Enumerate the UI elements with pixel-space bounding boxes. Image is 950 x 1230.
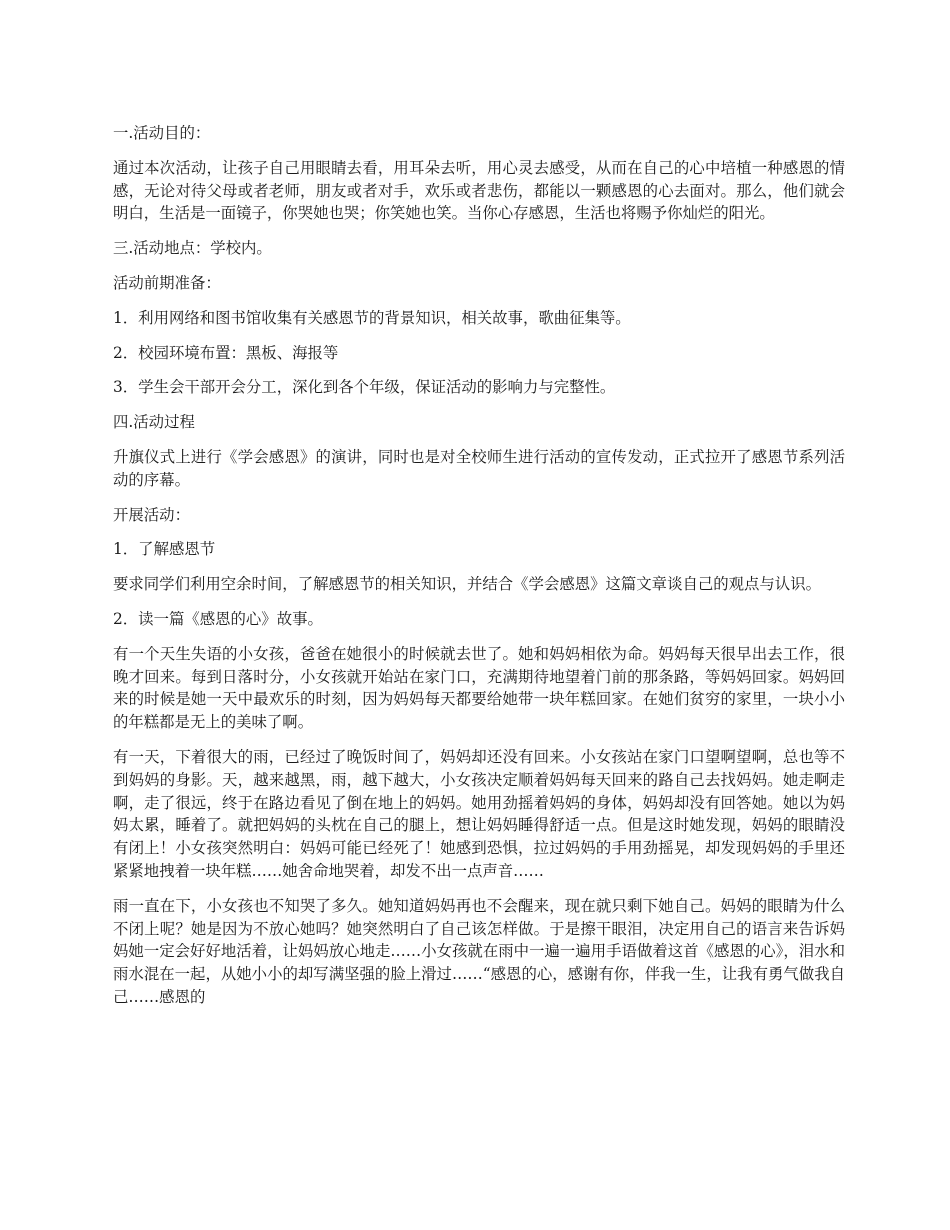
list-item-preparation-1: 1．利用网络和图书馆收集有关感恩节的背景知识，相关故事，歌曲征集等。 <box>113 308 631 327</box>
list-item-preparation-2: 2．校园环境布置：黑板、海报等 <box>113 343 339 362</box>
paragraph-story-2: 有一天，下着很大的雨，已经过了晚饭时间了，妈妈却还没有回来。小女孩站在家门口望啊望啊，总也等不到妈妈的身影。天，越来越黑，雨，越下越大，小女孩决定顺着妈妈每天回来的路自己去找妈妈。她走啊走啊，走了很远，终于在路边看见了倒在地上的妈妈。她用劲摇着妈妈的身体，妈妈却没有回答她。她以为妈妈太累，睡着了。就把妈妈的头枕在自己的腿上，想让妈妈睡得舒适一点。但是这时她发现，妈妈的眼睛没有闭上！小女孩突然明白：妈妈可能已经死了！她感到恐惧，拉过妈妈的手用劲摇晃，却发现妈妈的手里还紧紧地拽着一块年糕……她舍命地哭着，却发不出一点声音…… <box>113 747 845 880</box>
paragraph-activity-1-text: 要求同学们利用空余时间，了解感恩节的相关知识，并结合《学会感恩》这篇文章谈自己的观点与认识。 <box>113 575 821 594</box>
heading-activity-location: 三.活动地点：学校内。 <box>113 239 272 258</box>
paragraph-flag-ceremony: 升旗仪式上进行《学会感恩》的演讲，同时也是对全校师生进行活动的宣传发动，正式拉开了感恩节系列活动的序幕。 <box>113 447 845 489</box>
heading-activity-process: 四.活动过程 <box>113 413 195 432</box>
list-item-activity-1: 1．了解感恩节 <box>113 540 216 559</box>
heading-preparation: 活动前期准备： <box>113 273 221 292</box>
paragraph-story-1: 有一个天生失语的小女孩，爸爸在她很小的时候就去世了。她和妈妈相依为命。妈妈每天很早出去工作，很晚才回来。每到日落时分，小女孩就开始站在家门口，充满期待地望着门前的那条路，等妈妈回家。妈妈回来的时候是她一天中最欢乐的时刻，因为妈妈每天都要给她带一块年糕回家。在她们贫穷的家里，一块小小的年糕都是无上的美味了啊。 <box>113 644 845 732</box>
list-item-activity-2: 2．读一篇《感恩的心》故事。 <box>113 609 323 628</box>
heading-activities: 开展活动： <box>113 505 190 524</box>
paragraph-story-3: 雨一直在下，小女孩也不知哭了多久。她知道妈妈再也不会醒来，现在就只剩下她自己。妈妈的眼睛为什么不闭上呢？她是因为不放心她吗？她突然明白了自己该怎样做。于是擦干眼泪，决定用自己的语言来告诉妈妈她一定会好好地活着，让妈妈放心地走……小女孩就在雨中一遍一遍用手语做着这首《感恩的心》，泪水和雨水混在一起，从她小小的却写满坚强的脸上滑过……“感恩的心，感谢有你，伴我一生，让我有勇气做我自己……感恩的 <box>113 896 845 1006</box>
paragraph-purpose-text: 通过本次活动，让孩子自己用眼睛去看，用耳朵去听，用心灵去感受，从而在自己的心中培植一种感恩的情感，无论对待父母或者老师，朋友或者对手，欢乐或者悲伤，都能以一颗感恩的心去面对。那么，他们就会明白，生活是一面镜子，你哭她也哭；你笑她也笑。当你心存感恩，生活也将赐予你灿烂的阳光。 <box>113 158 845 223</box>
heading-activity-purpose: 一.活动目的： <box>113 124 211 142</box>
document-body <box>113 122 845 1021</box>
list-item-preparation-3: 3．学生会干部开会分工，深化到各个年级，保证活动的影响力与完整性。 <box>113 378 616 397</box>
